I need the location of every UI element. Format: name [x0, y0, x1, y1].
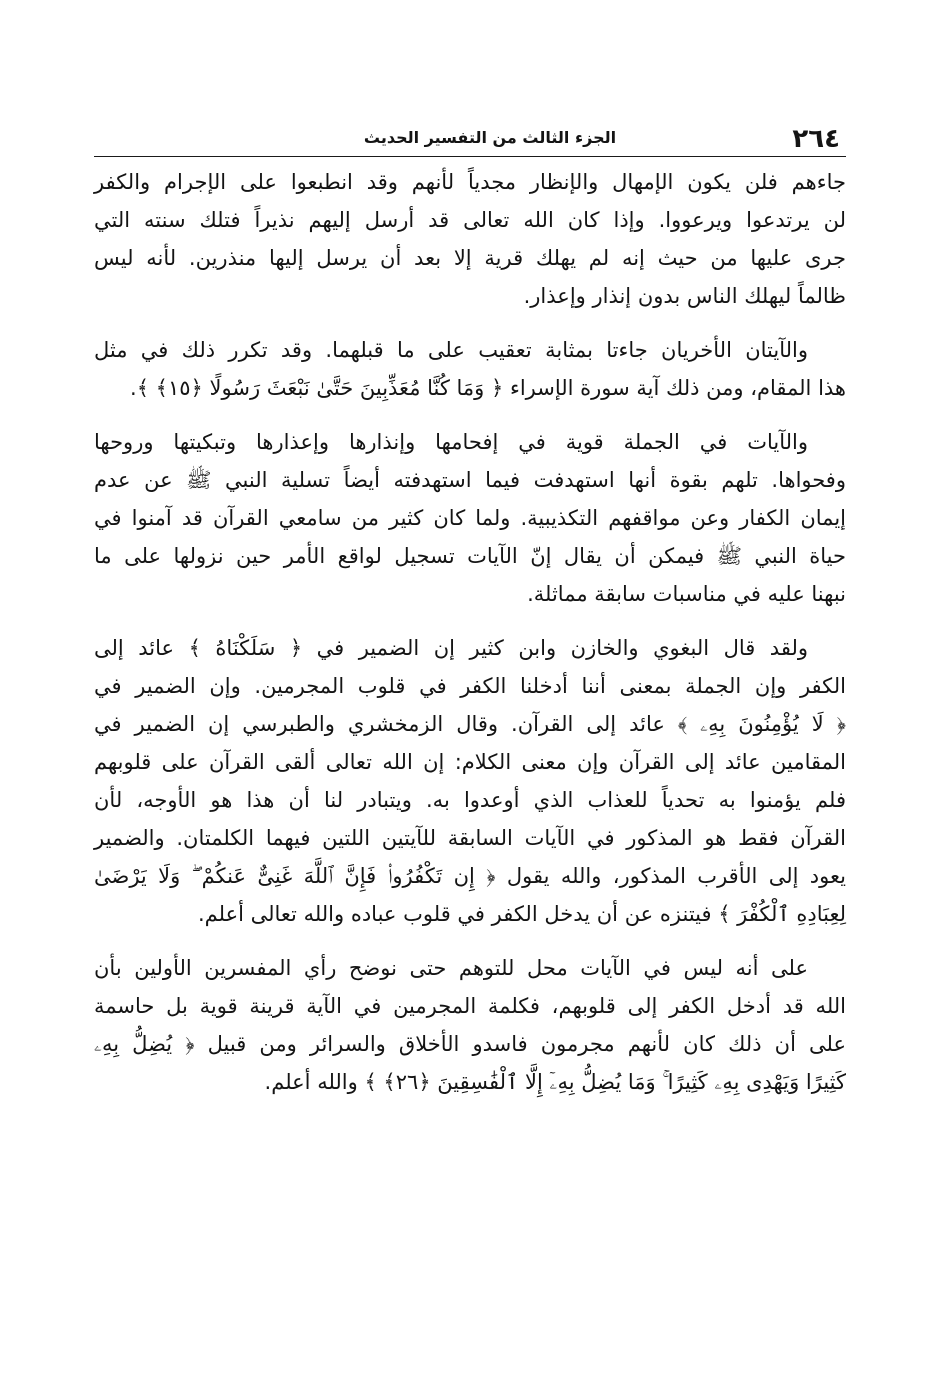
text-line: الكفر وإن الجملة بمعنى أننا أدخلنا الكفر في قلوب المجرمين. وإن الضمير في [94, 674, 846, 698]
text-line: ظالماً ليهلك الناس بدون إنذار وإعذار. [523, 284, 846, 308]
page-header [94, 120, 846, 157]
text-line: إيمان الكفار وعن مواقفهم التكذيبية. ولما كان كثير من سامعي القرآن قد آمنوا في [94, 506, 846, 530]
text-line: الله قد أدخل الكفر إلى قلوبهم، فكلمة المجرمين في الآية قرينة قوية بل حاسمة [94, 994, 846, 1018]
text-line: المقامين عائد إلى القرآن وإن معنى الكلام: إن الله تعالى ألقى القرآن على قلوبهم [94, 750, 846, 774]
text-line: فلم يؤمنوا به تحدياً للعذاب الذي أوعدوا به. ويتبادر لنا أن هذا هو الأوجه، لأن [94, 788, 846, 812]
text-line: كَثِيرًا وَيَهْدِى بِهِۦ كَثِيرًا ۚ وَمَا يُضِلُّ بِهِۦٓ إِلَّا ٱلْفَٰسِقِينَ ﴿٢٦﴾ ﴾ والله أعلم. [264, 1070, 846, 1094]
text-line: ﴿ لَا يُؤْمِنُونَ بِهِۦ ﴾ عائد إلى القرآن. وقال الزمخشري والطبرسي إن الضمير في [94, 712, 846, 736]
page-number: ٢٦٤ [792, 124, 840, 154]
running-title: الجزء الثالث من التفسير الحديث [363, 128, 617, 147]
text-line: يعود إلى الأقرب المذكور، والله يقول ﴿ إِن تَكْفُرُوا۟ فَإِنَّ ٱللَّهَ غَنِىٌّ عَنكُمْ ۖ وَلَا يَرْضَىٰ [94, 864, 846, 888]
text-line: على أن ذلك كان لأنهم مجرمون فاسدو الأخلاق والسرائر ومن قبيل ﴿ يُضِلُّ بِهِۦ [94, 1032, 846, 1056]
text-line: حياة النبي ﷺ فيمكن أن يقال إنّ الآيات تسجيل لواقع الأمر حين نزولها على ما [94, 544, 846, 568]
text-line: جاءهم فلن يكون الإمهال والإنظار مجدياً لأنهم وقد انطبعوا على الإجرام والكفر [94, 170, 846, 194]
text-line: جرى عليها من حيث إنه لم يهلك قرية إلا بعد أن يرسل إليها منذرين. لأنه ليس [94, 246, 846, 270]
text-line: القرآن فقط هو المذكور في الآيات السابقة للآيتين اللتين فيهما الكلمتان. والضمير [94, 826, 846, 850]
text-line: ولقد قال البغوي والخازن وابن كثير إن الضمير في ﴿ سَلَكْنَاهُ ﴾ عائد إلى [94, 636, 808, 660]
text-line: والآيتان الأخريان جاءتا بمثابة تعقيب على ما قبلهما. وقد تكرر ذلك في مثل [94, 338, 808, 362]
page-body [94, 163, 846, 1101]
text-line: نبهنا عليه في مناسبات سابقة مماثلة. [527, 582, 846, 606]
book-page [94, 120, 846, 1101]
text-line: والآيات في الجملة قوية في إفحامها وإنذارها وإعذارها وتبكيتها وروحها [94, 430, 808, 454]
text-line: لن يرتدعوا ويرعووا. وإذا كان الله تعالى قد أرسل إليهم نذيراً فتلك سنته التي [94, 208, 846, 232]
paragraph [94, 949, 846, 1101]
text-line: على أنه ليس في الآيات محل للتوهم حتى نوضح رأي المفسرين الأولين بأن [94, 956, 808, 980]
text-line: لِعِبَادِهِ ٱلْكُفْرَ ﴾ فيتنزه عن أن يدخل الكفر في قلوب عباده والله تعالى أعلم. [197, 902, 846, 926]
paragraph [94, 163, 846, 315]
paragraph [94, 629, 846, 933]
text-line: وفحواها. تلهم بقوة أنها استهدفت فيما استهدفته أيضاً تسلية النبي ﷺ عن عدم [94, 468, 846, 492]
text-line: هذا المقام، ومن ذلك آية سورة الإسراء ﴿ وَمَا كُنَّا مُعَذِّبِينَ حَتَّىٰ نَبْعَثَ رَسُولًا ﴿١٥﴾ ﴾. [130, 376, 846, 400]
paragraph [94, 423, 846, 613]
paragraph [94, 331, 846, 407]
